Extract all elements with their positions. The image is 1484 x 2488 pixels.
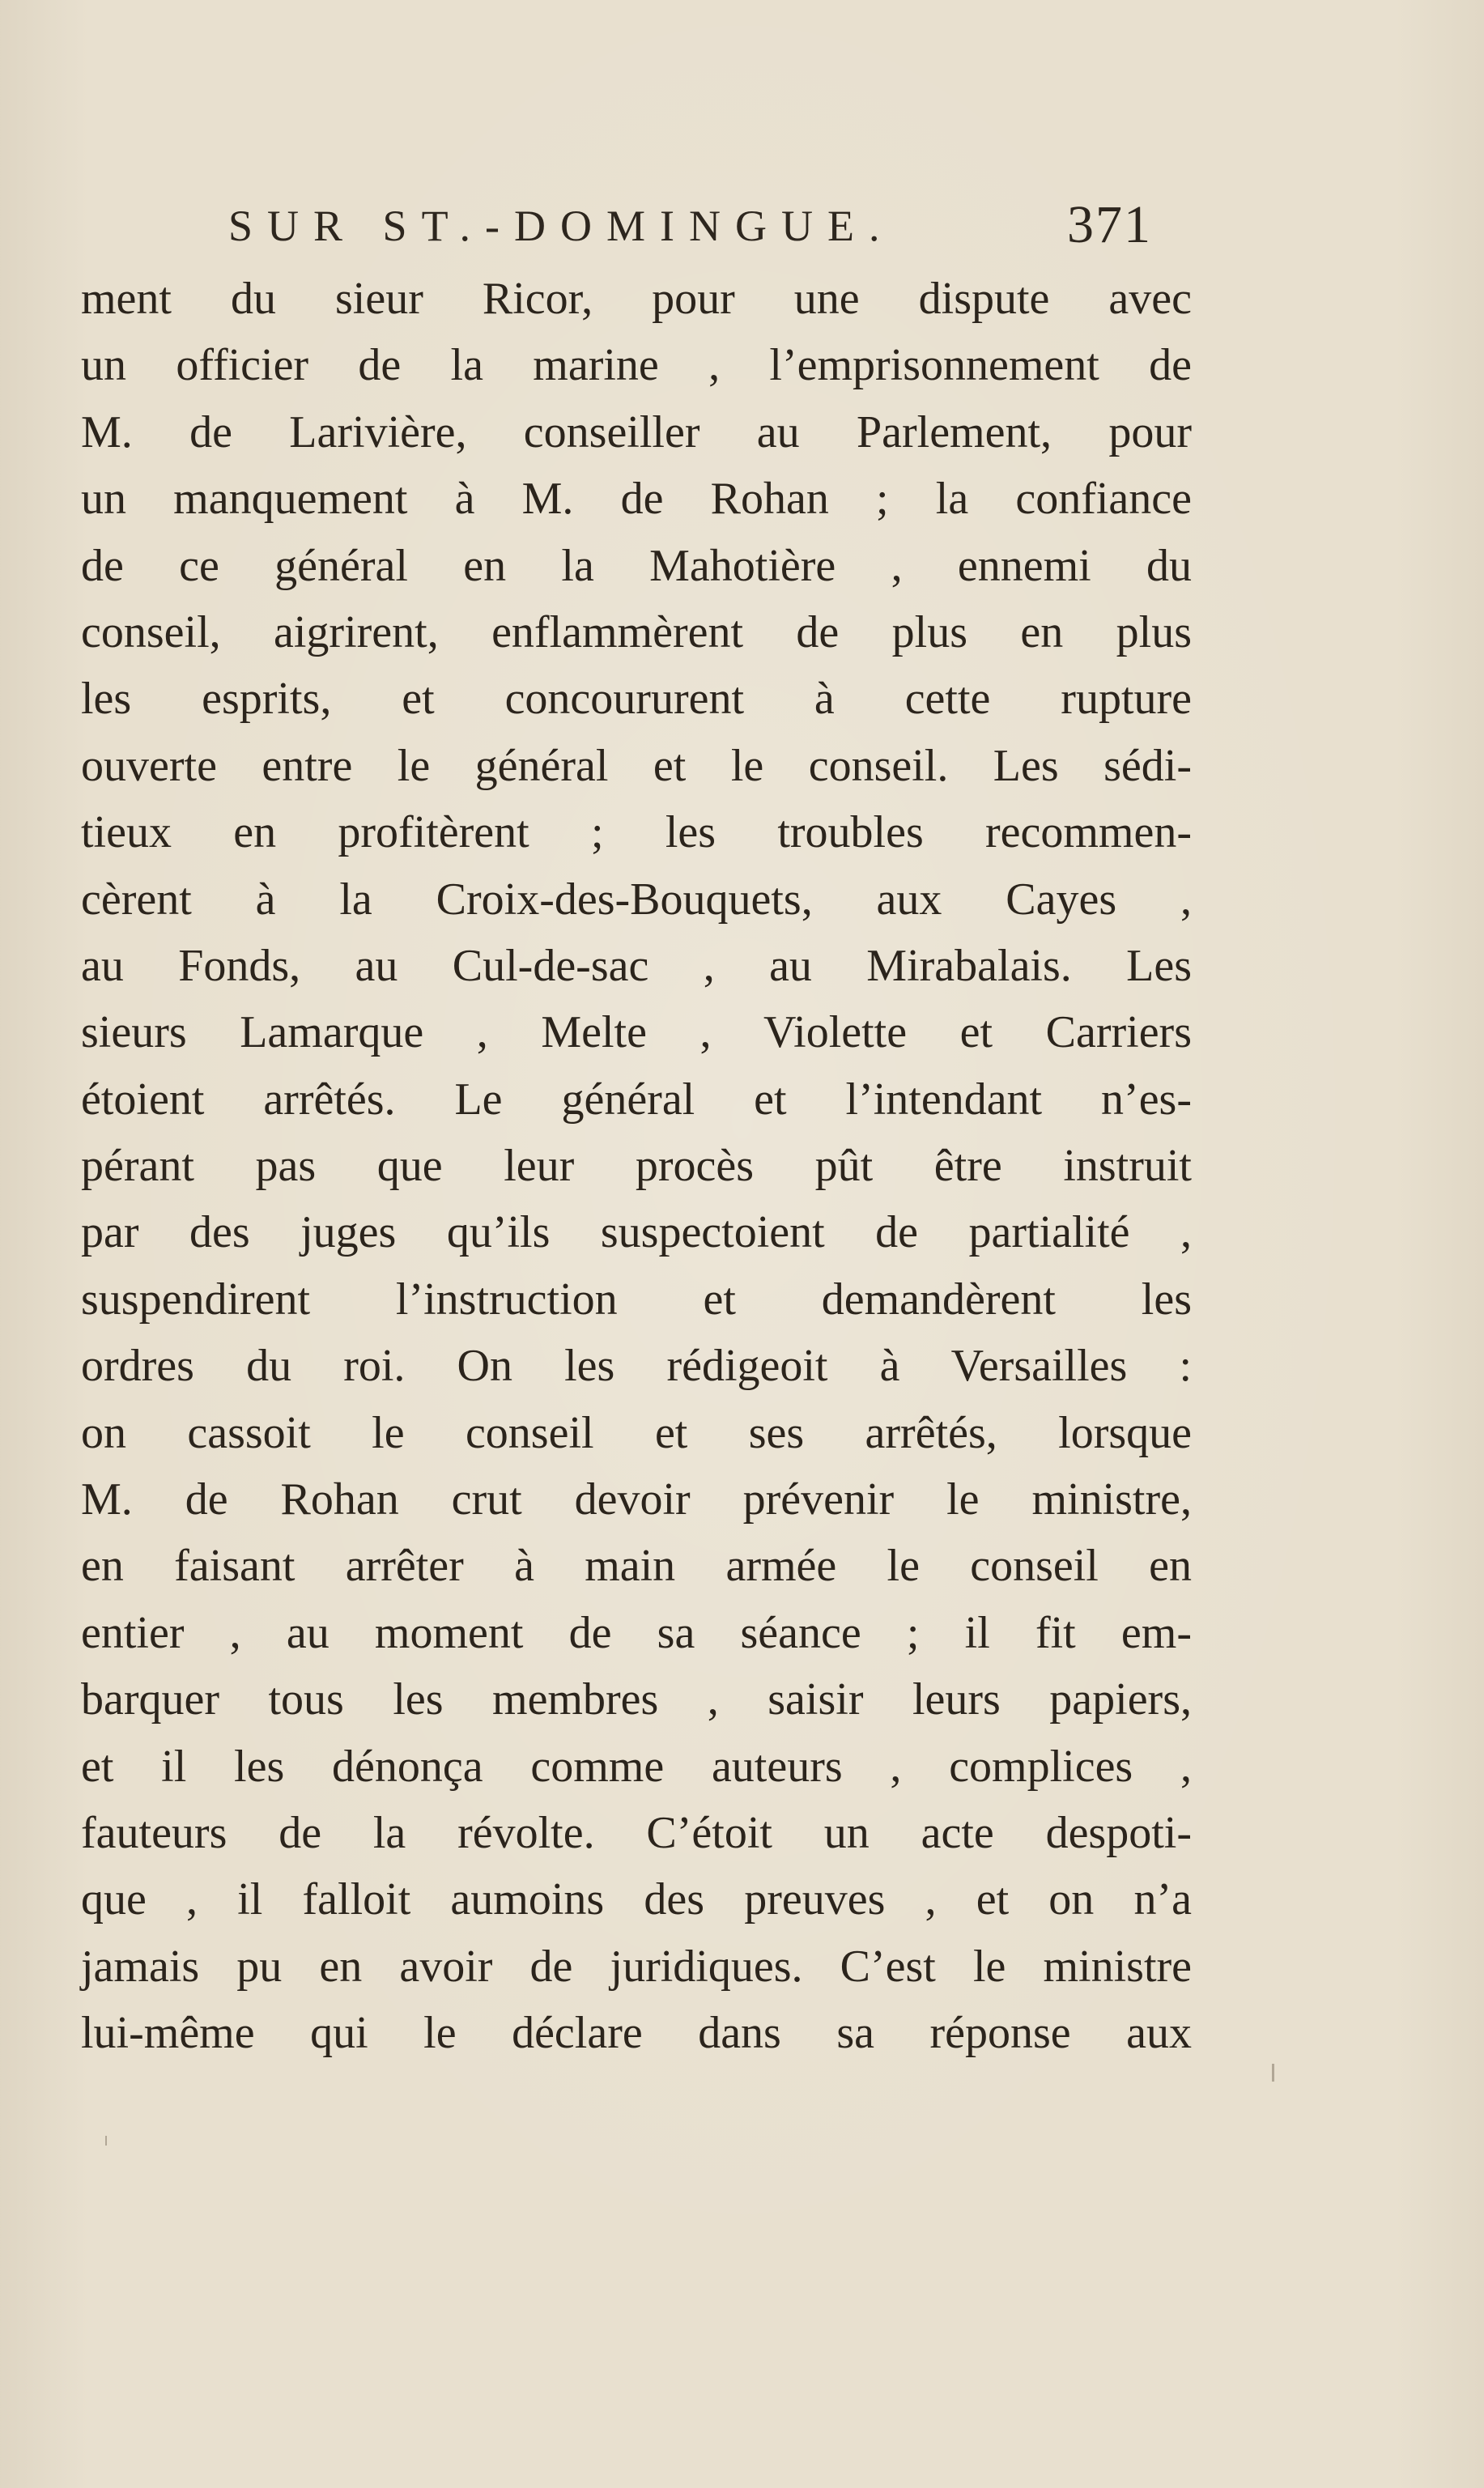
text-line: cèrent à la Croix-des-Bouquets, aux Cayes , xyxy=(81,874,1192,925)
page-header xyxy=(0,176,1484,274)
text-line: un manquement à M. de Rohan ; la confiance xyxy=(81,474,1192,525)
text-line: pérant pas que leur procès pût être instruit xyxy=(81,1141,1192,1192)
text-line: au Fonds, au Cul-de-sac , au Mirabalais. Les xyxy=(81,940,1192,991)
text-line: conseil, aigrirent, enflammèrent de plus en plus xyxy=(81,606,1192,657)
body-text xyxy=(81,266,1192,2067)
margin-speck xyxy=(1272,2064,1274,2082)
text-line: jamais pu en avoir de juridiques. C’est le ministre xyxy=(81,1941,1192,1992)
text-line: un officier de la marine , l’emprisonnement de xyxy=(81,340,1192,391)
text-line: ment du sieur Ricor, pour une dispute avec xyxy=(81,274,1192,324)
margin-speck xyxy=(105,2136,107,2146)
text-line: suspendirent l’instruction et demandèrent les xyxy=(81,1274,1192,1325)
text-line: M. de Rohan crut devoir prévenir le ministre, xyxy=(81,1474,1192,1525)
page-number: 371 xyxy=(1067,195,1152,254)
text-line: M. de Larivière, conseiller au Parlement, pour xyxy=(81,406,1192,457)
text-line: par des juges qu’ils suspectoient de partialité , xyxy=(81,1207,1192,1258)
text-line: étoient arrêtés. Le général et l’intendant n’es- xyxy=(81,1074,1192,1125)
text-line: barquer tous les membres , saisir leurs papiers, xyxy=(81,1674,1192,1725)
text-line: ordres du roi. On les rédigeoit à Versailles : xyxy=(81,1341,1192,1392)
text-line: entier , au moment de sa séance ; il fit em- xyxy=(81,1607,1192,1658)
text-line: tieux en profitèrent ; les troubles recommen- xyxy=(81,807,1192,858)
text-line: fauteurs de la révolte. C’étoit un acte despoti- xyxy=(81,1807,1192,1858)
text-line: de ce général en la Mahotière , ennemi du xyxy=(81,540,1192,591)
text-line: que , il falloit aumoins des preuves , et on n’a xyxy=(81,1874,1192,1925)
text-line: on cassoit le conseil et ses arrêtés, lorsque xyxy=(81,1407,1192,1458)
text-line: en faisant arrêter à main armée le conseil en xyxy=(81,1541,1192,1592)
text-line: sieurs Lamarque , Melte , Violette et Carriers xyxy=(81,1007,1192,1058)
text-line: ouverte entre le général et le conseil. Les sédi- xyxy=(81,740,1192,791)
text-line: et il les dénonça comme auteurs , complices , xyxy=(81,1741,1192,1792)
text-line: les esprits, et concoururent à cette rupture xyxy=(81,674,1192,725)
running-title: SUR ST.-DOMINGUE. xyxy=(228,202,895,250)
text-line: lui-même qui le déclare dans sa réponse aux xyxy=(81,2008,1192,2059)
